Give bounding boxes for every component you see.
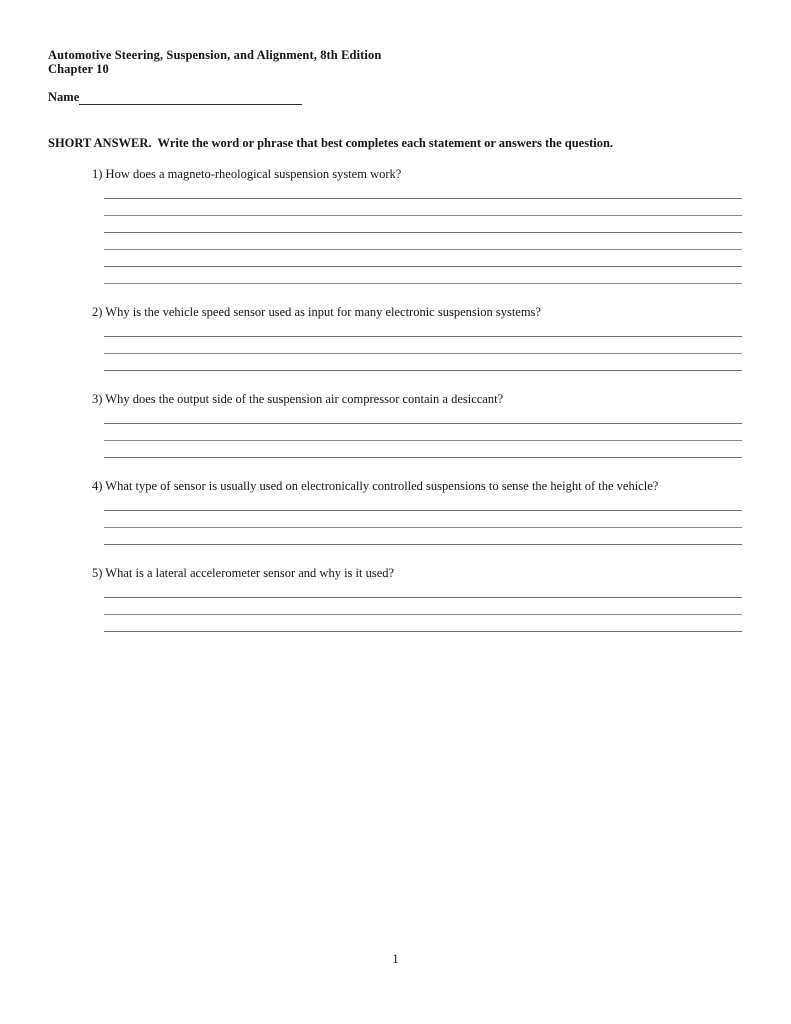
- answer-line: [104, 320, 742, 337]
- question-text: 2) Why is the vehicle speed sensor used as input for many electronic suspension systems?: [92, 305, 541, 319]
- answer-line: [104, 250, 742, 267]
- name-label: Name: [48, 90, 80, 104]
- answer-lines: [104, 494, 742, 545]
- page-number: 1: [392, 951, 399, 966]
- answer-line: [104, 337, 742, 354]
- question-block: [92, 391, 742, 458]
- answer-line: [104, 216, 742, 233]
- question-block: [92, 478, 742, 545]
- question-block: [92, 565, 742, 632]
- answer-line: [104, 267, 742, 284]
- answer-line: [104, 354, 742, 371]
- answer-line: [104, 233, 742, 250]
- answer-line: [104, 199, 742, 216]
- answer-line: [104, 407, 742, 424]
- answer-line: [104, 182, 742, 199]
- answer-lines: [104, 407, 742, 458]
- question-text: 3) Why does the output side of the suspension air compressor contain a desiccant?: [92, 392, 504, 406]
- answer-lines: [104, 320, 742, 371]
- question-text: 4) What type of sensor is usually used on electronically controlled suspensions to sense the height of the vehicle?: [92, 479, 659, 493]
- chapter-heading: Chapter 10: [48, 62, 109, 76]
- answer-line: [104, 615, 742, 632]
- answer-line: [104, 494, 742, 511]
- answer-line: [104, 424, 742, 441]
- question-block: [92, 304, 742, 371]
- question-block: [92, 166, 742, 284]
- answer-line: [104, 511, 742, 528]
- answer-line: [104, 598, 742, 615]
- question-text: 5) What is a lateral accelerometer sensor and why is it used?: [92, 566, 395, 580]
- question-text: 1) How does a magneto-rheological suspension system work?: [92, 167, 402, 181]
- answer-lines: [104, 581, 742, 632]
- answer-lines: [104, 182, 742, 284]
- document-title: Automotive Steering, Suspension, and Alignment, 8th Edition: [48, 48, 382, 62]
- questions-list: [48, 166, 742, 632]
- answer-line: [104, 528, 742, 545]
- section-instruction: SHORT ANSWER. Write the word or phrase that best completes each statement or answers the question.: [48, 136, 614, 150]
- answer-line: [104, 441, 742, 458]
- name-row: [48, 89, 742, 105]
- answer-line: [104, 581, 742, 598]
- name-blank-line: [79, 91, 302, 105]
